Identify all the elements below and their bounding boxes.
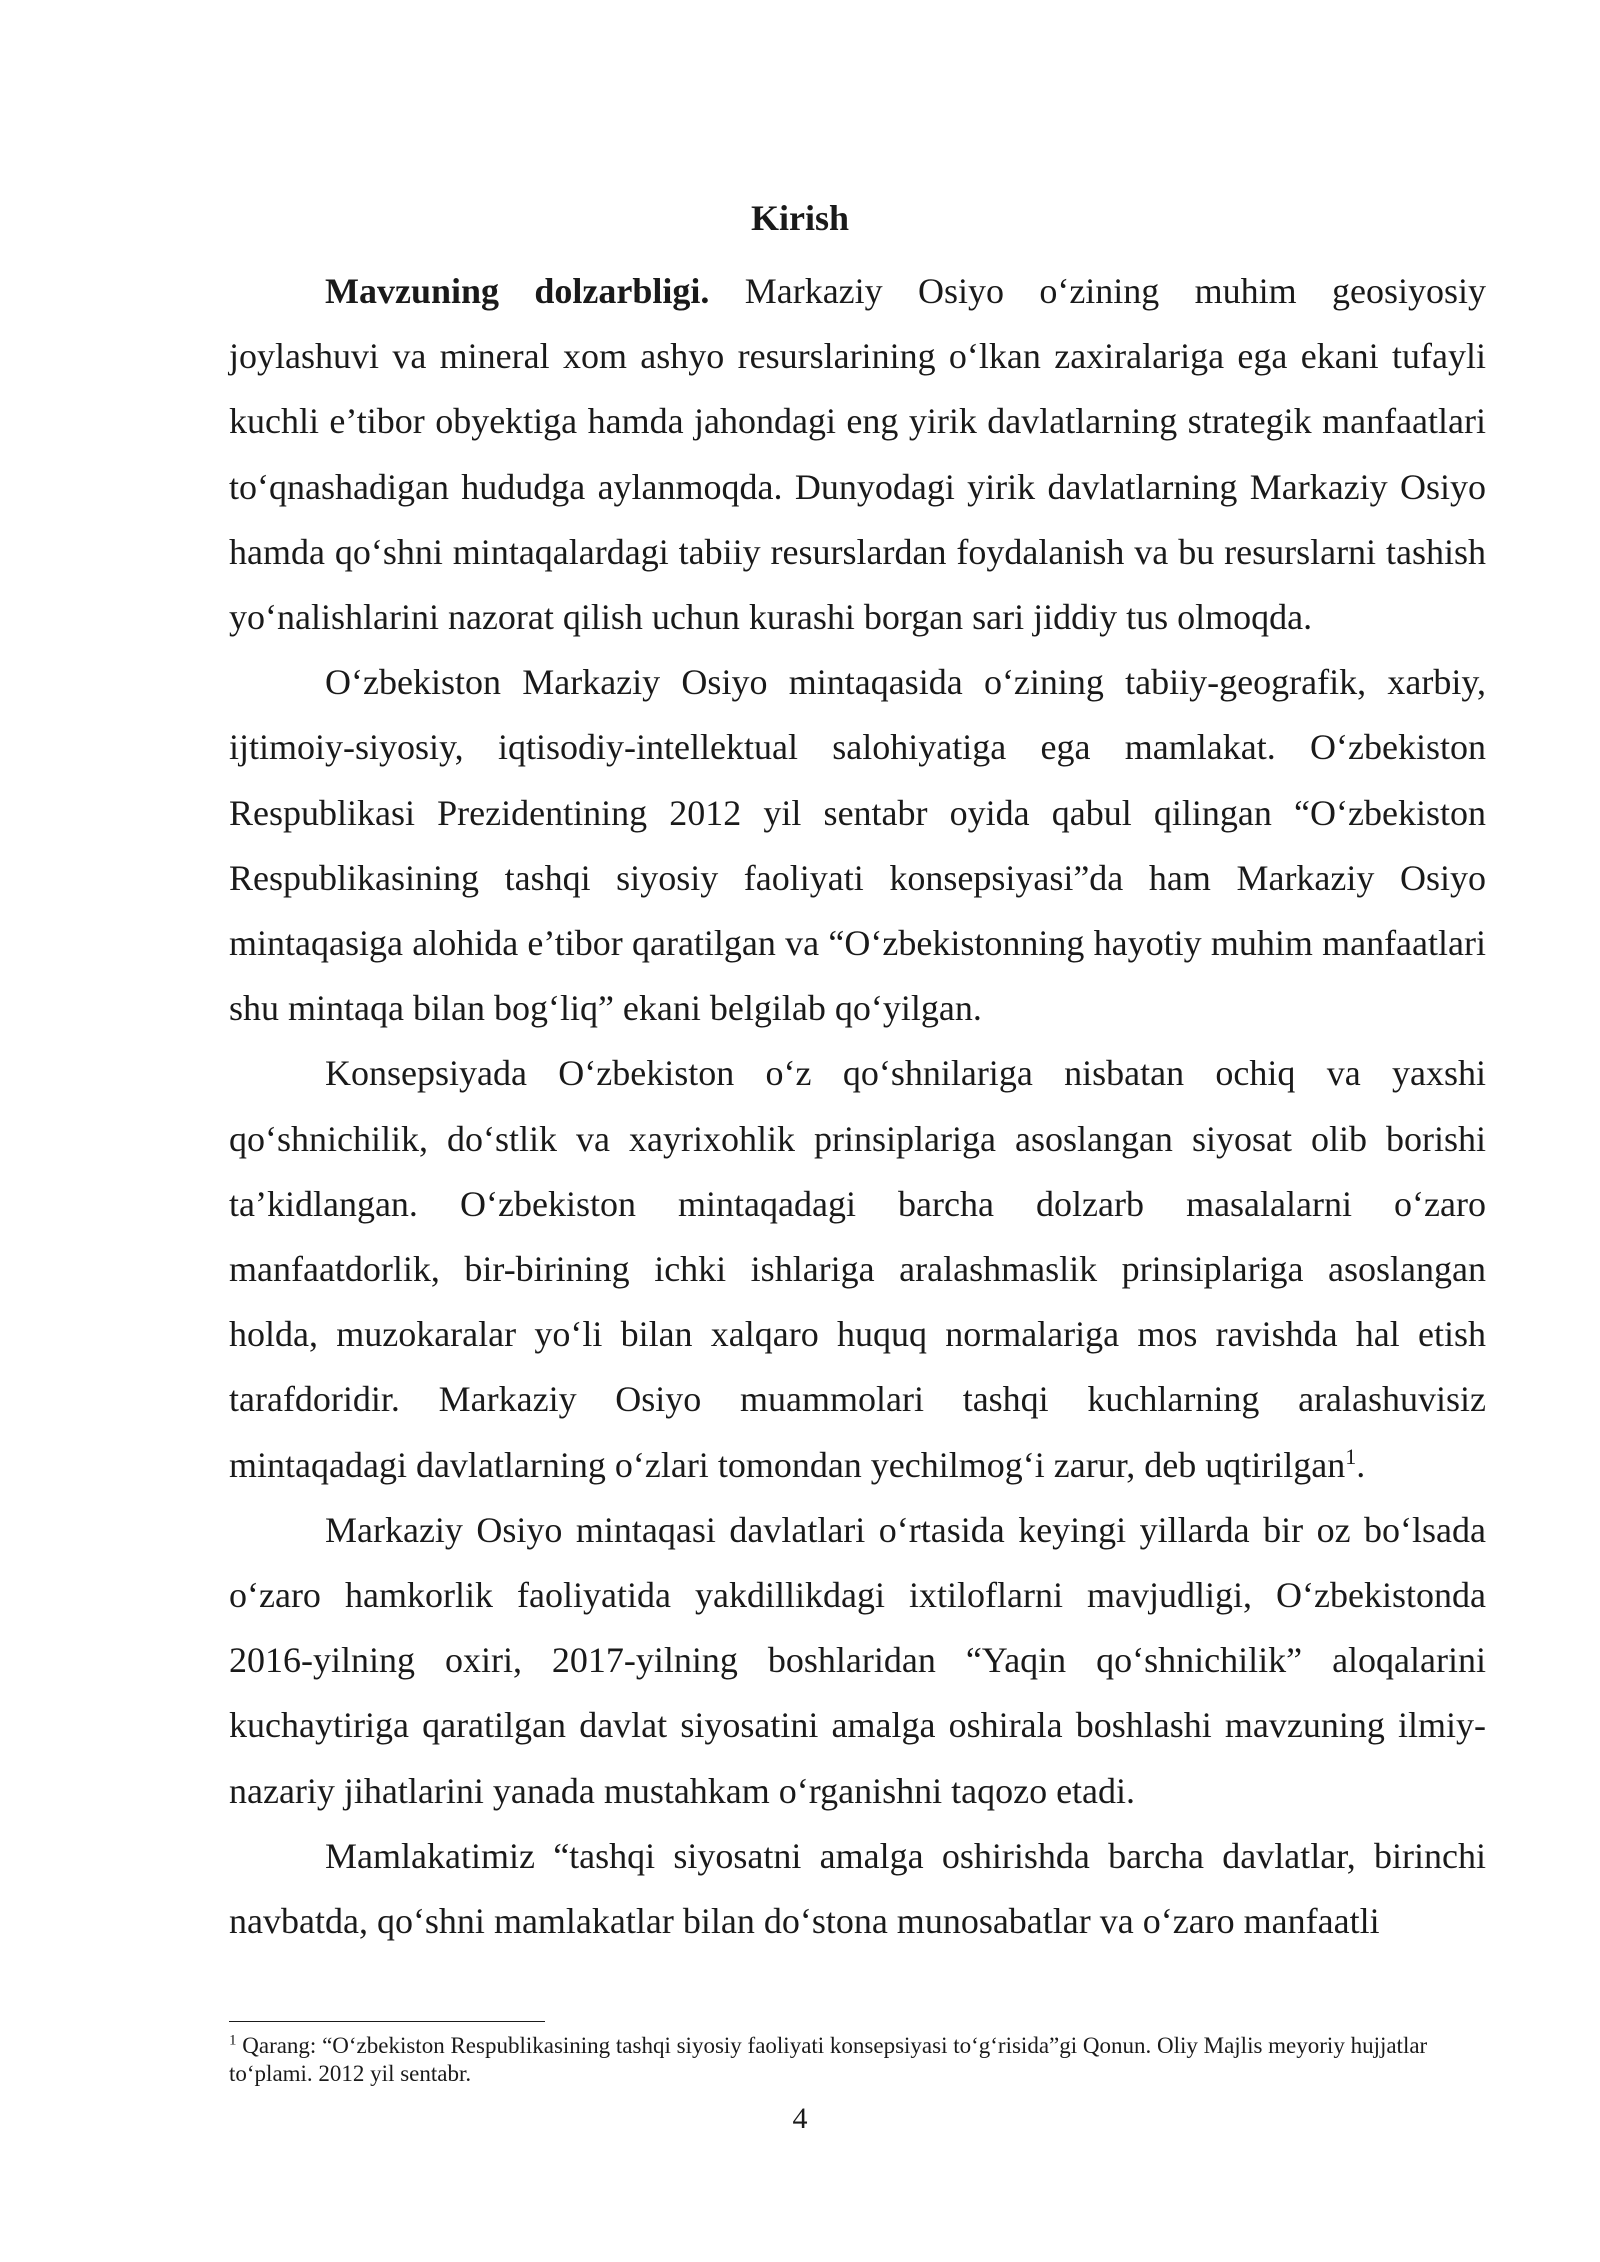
paragraph-relevance bbox=[229, 259, 1486, 650]
paragraph-tail: . bbox=[1356, 1444, 1366, 1485]
paragraph-cooperation: Markaziy Osiyo mintaqasi davlatlari o‘rtasida keyingi yillarda bir oz bo‘lsada o‘zaro hamkorlik faoliyatida yakdillikdagi ixtiloflarni mavjudligi, O‘zbekistonda 2016-yilning oxiri, 2017-yilning boshlaridan “Yaqin qo‘shnichilik” aloqalarini kuchaytiriga qaratilgan davlat siyosatini amalga oshirala boshlashi mavzuning ilmiy-nazariy jihatlarini yanada mustahkam o‘rganishni taqozo etadi. bbox=[229, 1509, 1486, 1811]
paragraph-text: Konsepsiyada O‘zbekiston o‘z qo‘shnilariga nisbatan ochiq va yaxshi qo‘shnichilik, do‘stlik va xayrixohlik prinsiplariga asoslangan siyosat olib borishi ta’kidlangan. O‘zbekiston mintaqadagi barcha dolzarb masalalarni o‘zaro manfaatdorlik, bir-birining ichki ishlariga aralashmaslik prinsiplariga asoslangan holda, muzokaralar yo‘li bilan xalqaro huquq normalariga mos ravishda hal etish tarafdoridir. Markaziy Osiyo muammolari tashqi kuchlarning aralashuvisiz mintaqadagi davlatlarning o‘zlari tomondan yechilmog‘i zarur, deb uqtirilgan bbox=[229, 1053, 1486, 1485]
footnote-reference[interactable]: 1 bbox=[1345, 1443, 1357, 1469]
footnote-text: Qarang: “O‘zbekiston Respublikasining tashqi siyosiy faoliyati konsepsiyasi to‘g‘risida”gi Qonun. Oliy Majlis meyoriy hujjatlar to‘plami. 2012 yil sentabr. bbox=[229, 2033, 1428, 2086]
page-number: 4 bbox=[792, 2102, 808, 2135]
footnote bbox=[229, 2032, 1486, 2088]
paragraph-text: Markaziy Osiyo o‘zining muhim geosiyosiy joylashuvi va mineral xom ashyo resurslarining o‘lkan zaxiralariga ega ekani tufayli kuchli e’tibor obyektiga hamda jahondagi eng yirik davlatlarning strategik manfaatlari to‘qnashadigan hududga aylanmoqda. Dunyodagi yirik davlatlarning Markaziy Osiyo hamda qo‘shni mintaqalardagi tabiiy resurslardan foydalanish va bu resurslarni tashish yo‘nalishlarini nazorat qilish uchun kurashi borgan sari jiddiy tus olmoqda. bbox=[229, 271, 1486, 638]
paragraph-concept bbox=[229, 1041, 1486, 1497]
footnote-separator bbox=[229, 2021, 545, 2022]
paragraph-uzbekistan-potential: O‘zbekiston Markaziy Osiyo mintaqasida o‘zining tabiiy-geografik, xarbiy, ijtimoiy-siyosiy, iqtisodiy-intellektual salohiyatiga ega mamlakat. O‘zbekiston Respublikasi Prezidentining 2012 yil sentabr oyida qabul qilingan “O‘zbekiston Respublikasining tashqi siyosiy faoliyati konsepsiyasi”da ham Markaziy Osiyo mintaqasiga alohida e’tibor qaratilgan va “O‘zbekistonning hayotiy muhim manfaatlari shu mintaqa bilan bog‘liq” ekani belgilab qo‘yilgan. bbox=[229, 662, 1486, 1029]
paragraph-lead: Mavzuning dolzarbligi. bbox=[325, 271, 710, 311]
body-text bbox=[229, 259, 1486, 1954]
footnote-marker: 1 bbox=[229, 2032, 237, 2049]
section-title: Kirish bbox=[750, 198, 849, 238]
paragraph-foreign-policy: Mamlakatimiz “tashqi siyosatni amalga oshirishda barcha davlatlar, birinchi navbatda, qo‘shni mamlakatlar bilan do‘stona munosabatlar va o‘zaro manfaatli bbox=[229, 1835, 1486, 1942]
